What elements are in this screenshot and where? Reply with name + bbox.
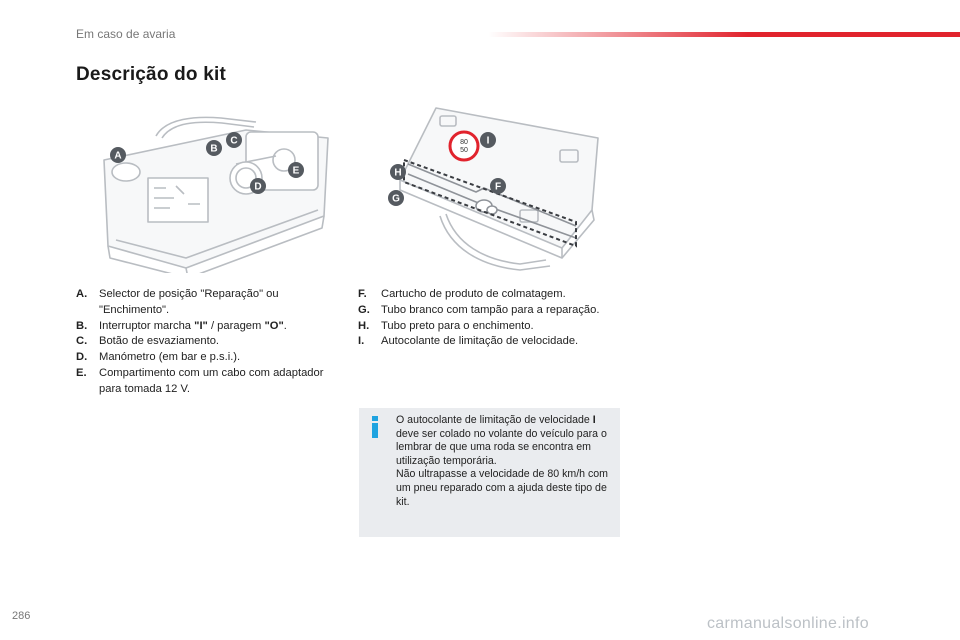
item-text: Tubo branco com tampão para a reparação. [381,303,600,316]
item-key: G. [358,303,370,316]
page-number: 286 [12,610,31,622]
callout-a [110,147,126,163]
list-item [76,334,326,350]
item-key: E. [76,366,87,379]
svg-text:F: F [494,181,502,193]
callout-d [250,178,266,194]
svg-text:C: C [230,135,238,147]
info-note-text: O autocolante de limitação de velocidade I deve ser colado no volante do veículo para o lembrar de que uma roda se encontra em utilização temporária. Não ultrapasse a velocidade de 80 km/h com um pneu reparado com a ajuda deste tipo de kit. [396,414,608,508]
callout-b [206,140,222,156]
callout-i [480,132,496,148]
list-item [358,319,608,335]
item-text: Autocolante de limitação de velocidade. [381,335,579,348]
info-icon [369,416,381,438]
callout-h [390,164,406,180]
item-text: Manómetro (em bar e p.s.i.). [99,351,241,364]
list-item [358,334,608,350]
item-key: B. [76,319,88,332]
svg-text:I: I [486,135,490,147]
item-key: D. [76,351,88,364]
item-text: Botão de esvaziamento. [99,335,220,348]
svg-text:80: 80 [460,139,468,146]
component-list-left [76,287,326,398]
item-text: Tubo preto para o enchimento. [381,319,534,332]
item-key: A. [76,288,88,300]
item-key: I. [358,335,365,348]
section-label: Em caso de avaria [76,27,176,41]
speed-limit-sticker [450,132,478,160]
info-note [359,408,620,537]
header-accent-bar [488,32,960,37]
list-item [76,366,326,398]
case-underside-illustration [380,98,612,273]
callout-e [288,162,304,178]
component-list-right [358,287,608,350]
list-item [76,319,326,335]
item-text: Compartimento com um cabo com adaptador para tomada 12 V. [99,366,324,395]
svg-text:H: H [394,167,402,179]
svg-text:D: D [254,181,262,193]
item-key: C. [76,335,88,348]
item-text: Selector de posição "Reparação" ou "Enchimento". [99,288,279,316]
watermark: carmanualsonline.info [707,615,869,632]
compressor-illustration [96,108,336,273]
item-key: H. [358,319,370,332]
svg-text:G: G [392,193,400,205]
svg-text:50: 50 [460,147,468,154]
list-item [76,350,326,366]
list-item [358,287,608,303]
callout-c [226,132,242,148]
item-text: Interruptor marcha "I" / paragem "O". [99,319,287,332]
page-title: Descrição do kit [76,64,226,85]
callout-f [490,178,506,194]
svg-text:E: E [292,165,300,177]
item-text: Cartucho de produto de colmatagem. [381,288,566,300]
list-item [358,303,608,319]
svg-text:A: A [114,150,122,162]
callout-g [388,190,404,206]
list-item [76,287,326,319]
svg-text:B: B [210,143,218,155]
item-key: F. [358,288,367,300]
